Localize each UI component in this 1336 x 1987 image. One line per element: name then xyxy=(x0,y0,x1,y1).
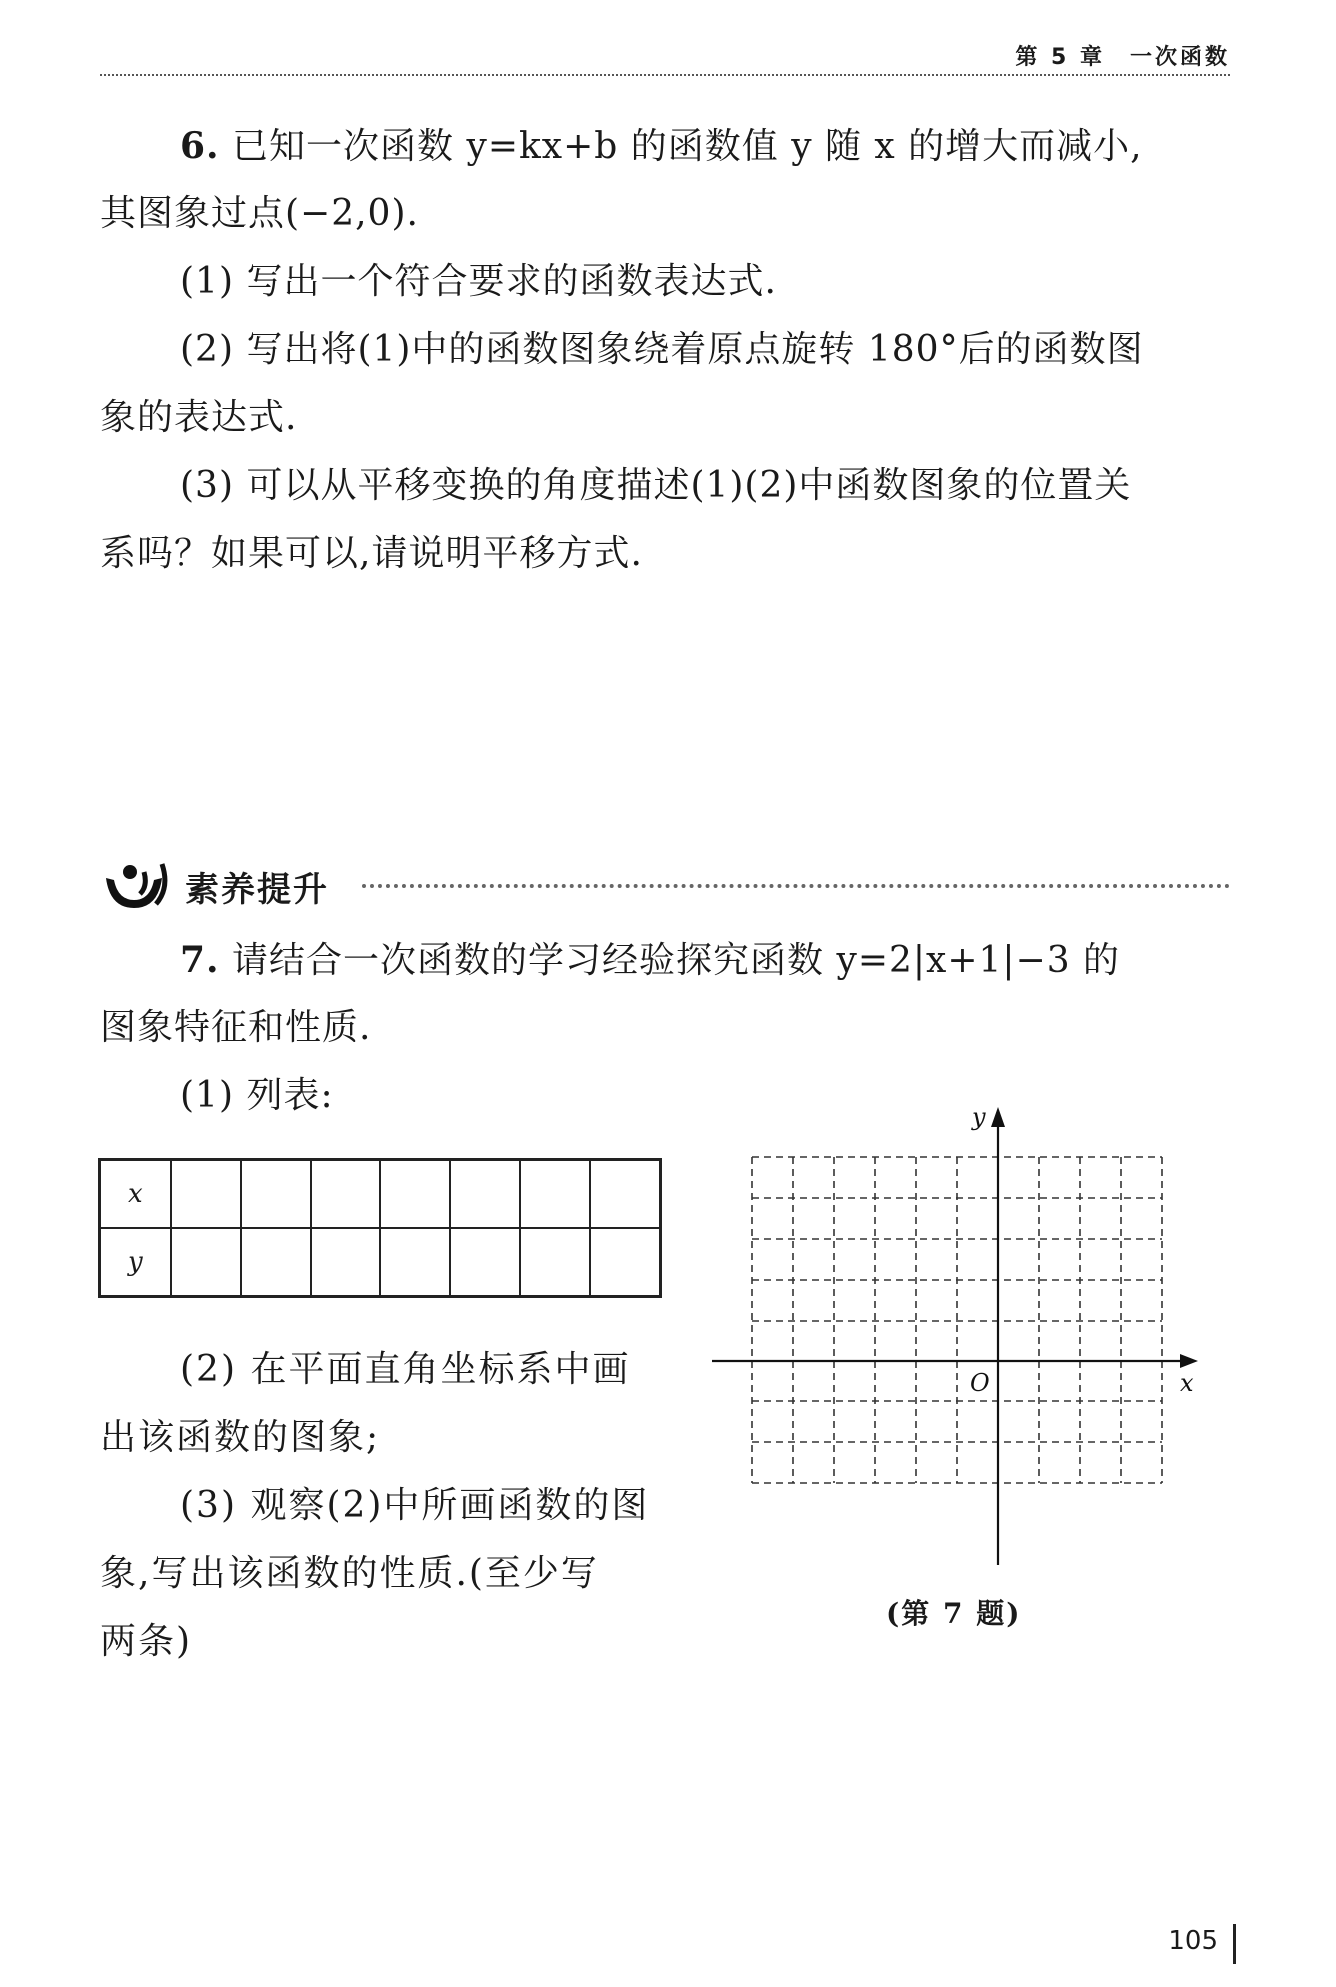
dashed-grid-lines xyxy=(752,1157,1162,1483)
section-dotted-rule xyxy=(362,884,1230,888)
table-row-x xyxy=(100,1160,661,1229)
table-cell[interactable] xyxy=(241,1160,311,1229)
q6-stem-line2: 其图象过点(−2,0). xyxy=(100,193,419,234)
table-cell[interactable] xyxy=(450,1228,520,1297)
q7-stem-line2: 图象特征和性质. xyxy=(100,1007,372,1048)
q7-part2-line2: 出该函数的图象; xyxy=(100,1417,381,1458)
table-cell[interactable] xyxy=(171,1160,241,1229)
q6-part2-line1: (2) 写出将(1)中的函数图象绕着原点旋转 180°后的函数图 xyxy=(180,329,1144,370)
table-header-x: x xyxy=(100,1160,171,1229)
table-cell[interactable] xyxy=(520,1228,590,1297)
table-row-y xyxy=(100,1228,661,1297)
smile-icon xyxy=(100,858,172,914)
section-header xyxy=(100,858,1230,914)
x-axis-label: x xyxy=(1180,1369,1194,1397)
q7-part3-line1: (3) 观察(2)中所画函数的图 xyxy=(180,1485,650,1526)
table-cell[interactable] xyxy=(311,1160,381,1229)
table-header-y: y xyxy=(100,1228,171,1297)
table-cell[interactable] xyxy=(590,1160,660,1229)
table-cell[interactable] xyxy=(520,1160,590,1229)
q7-stem-line1: 请结合一次函数的学习经验探究函数 y=2|x+1|−3 的 xyxy=(232,940,1121,981)
y-axis-arrow-icon xyxy=(991,1107,1005,1127)
q6-part3-line2: 系吗？如果可以,请说明平移方式. xyxy=(100,533,643,574)
page-number: 105 xyxy=(1168,1926,1218,1956)
table-cell[interactable] xyxy=(590,1228,660,1297)
q6-part3-line1: (3) 可以从平移变换的角度描述(1)(2)中函数图象的位置关 xyxy=(180,465,1132,506)
q7-part2-line1: (2) 在平面直角坐标系中画 xyxy=(180,1349,631,1390)
q7-number: 7. xyxy=(180,939,220,981)
page-number-bar xyxy=(1233,1924,1236,1964)
origin-label: O xyxy=(970,1369,990,1397)
q6-part1: (1) 写出一个符合要求的函数表达式. xyxy=(180,261,777,302)
q7-part1: (1) 列表: xyxy=(180,1075,334,1116)
table-cell[interactable] xyxy=(450,1160,520,1229)
axes xyxy=(712,1119,1188,1565)
table-cell[interactable] xyxy=(311,1228,381,1297)
table-cell[interactable] xyxy=(380,1228,450,1297)
q7-part3-line2: 象,写出该函数的性质.(至少写 xyxy=(100,1553,599,1594)
chapter-header: 第 5 章 一次函数 xyxy=(1015,45,1230,70)
header-divider xyxy=(100,74,1230,76)
q6-part2-line2: 象的表达式. xyxy=(100,397,298,438)
q6-stem xyxy=(100,112,1230,181)
table-cell[interactable] xyxy=(241,1228,311,1297)
figure-caption: (第 7 题) xyxy=(886,1597,1022,1630)
q6-stem-line1: 已知一次函数 y=kx+b 的函数值 y 随 x 的增大而减小, xyxy=(232,126,1143,167)
y-axis-label: y xyxy=(972,1103,986,1131)
q7-part3-line3: 两条) xyxy=(100,1621,193,1662)
x-axis-arrow-icon xyxy=(1180,1354,1198,1368)
coordinate-grid[interactable] xyxy=(700,1095,1220,1575)
q7-stem xyxy=(100,926,1230,995)
table-cell[interactable] xyxy=(380,1160,450,1229)
table-cell[interactable] xyxy=(171,1228,241,1297)
q6-number: 6. xyxy=(180,125,220,167)
section-title: 素养提升 xyxy=(185,870,329,910)
value-table xyxy=(98,1158,662,1298)
